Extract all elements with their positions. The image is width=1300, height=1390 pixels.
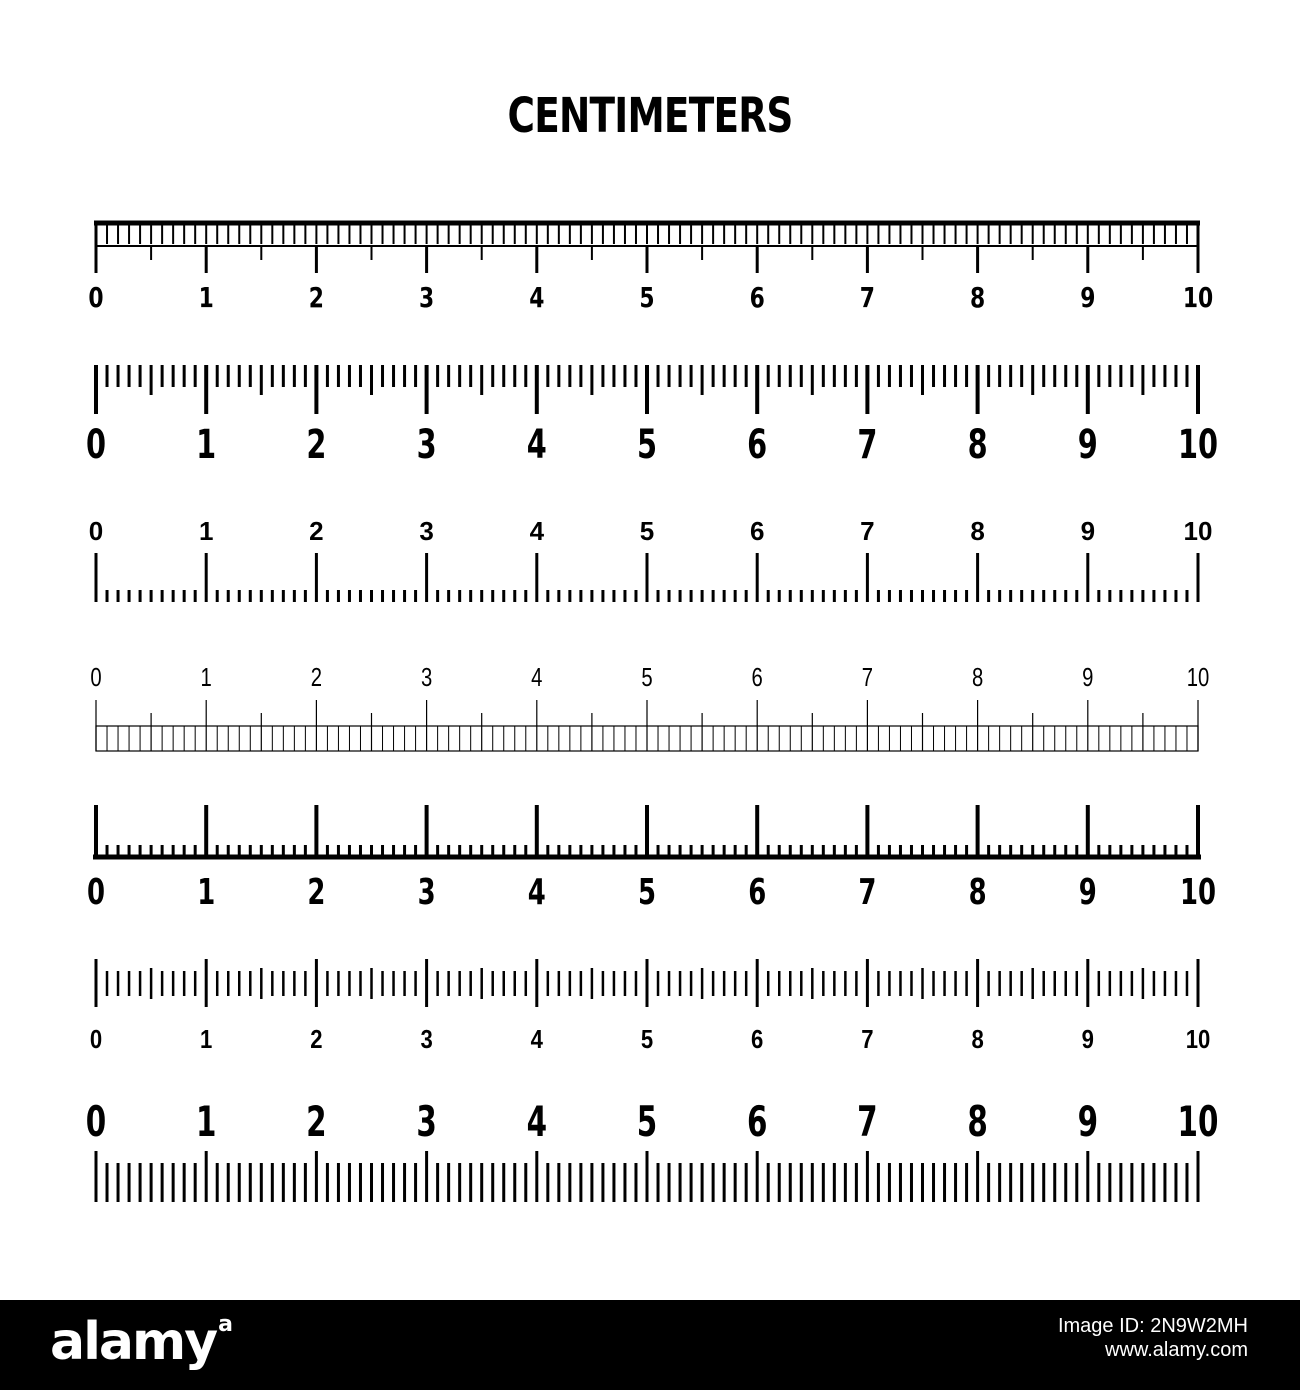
scale-label: 9 (1080, 281, 1096, 314)
scale-label: 4 (526, 422, 547, 469)
scale-label: 0 (85, 1096, 107, 1147)
scale-label: 2 (310, 1025, 323, 1055)
image-id-line: Image ID: 2N9W2MH (1057, 1315, 1248, 1337)
scale-label: 5 (639, 516, 655, 546)
scale-label: 1 (196, 422, 217, 469)
scale-label: 10 (1179, 871, 1217, 914)
scale-label: 10 (1177, 1096, 1219, 1147)
scale-label: 7 (860, 516, 875, 546)
scale-label: 6 (747, 422, 768, 469)
scale-label: 1 (200, 662, 212, 692)
ruler-7 (86, 1097, 1219, 1202)
ruler-5 (87, 805, 1216, 913)
scale-label: 3 (419, 516, 434, 546)
ruler-6 (90, 959, 1210, 1054)
scale-label: 9 (1077, 1096, 1099, 1147)
scale-label: 3 (420, 1025, 433, 1055)
scale-label: 9 (1082, 662, 1094, 692)
scale-label: 7 (857, 422, 878, 469)
scale-label: 4 (527, 871, 546, 914)
scale-label: 8 (971, 662, 984, 692)
scale-label: 10 (1186, 662, 1210, 692)
scale-label: 0 (88, 281, 104, 314)
scale-label: 7 (861, 1025, 874, 1055)
scale-label: 6 (749, 281, 765, 314)
ruler-2 (86, 365, 1218, 468)
scale-label: 5 (636, 422, 658, 469)
scale-label: 5 (639, 281, 655, 314)
scale-label: 2 (309, 516, 324, 546)
scale-label: 4 (530, 1025, 543, 1055)
scale-label: 6 (748, 871, 767, 914)
image-id-block (1058, 1314, 1248, 1362)
scale-label: 8 (970, 516, 985, 546)
scale-label: 1 (198, 516, 214, 546)
scale-label: 6 (746, 1096, 768, 1147)
scale-label: 3 (416, 422, 437, 469)
scale-label: 9 (1077, 422, 1098, 469)
scale-label: 7 (861, 662, 874, 692)
scale-label: 5 (640, 1025, 654, 1055)
page-title: CENTIMETERS (507, 88, 793, 144)
scale-label: 8 (971, 1025, 984, 1055)
scale-label: 0 (85, 422, 107, 469)
scale-label: 6 (751, 1025, 764, 1055)
scale-label: 6 (751, 662, 763, 692)
scale-label: 0 (86, 871, 106, 914)
scale-label: 4 (529, 516, 545, 546)
scale-label: 8 (967, 1096, 988, 1147)
scale-label: 3 (419, 281, 435, 314)
scale-label: 3 (420, 662, 433, 692)
scale-label: 4 (529, 281, 545, 314)
scale-label: 1 (200, 1025, 213, 1055)
scale-label: 5 (641, 662, 653, 692)
scale-label: 10 (1182, 281, 1214, 314)
scale-label: 5 (637, 871, 657, 914)
ruler-4 (90, 663, 1209, 751)
scale-label: 3 (416, 1096, 437, 1147)
scale-label: 8 (970, 281, 986, 314)
scale-label: 8 (968, 871, 987, 914)
scale-label: 3 (417, 871, 436, 914)
scale-label: 7 (858, 871, 877, 914)
scale-label: 7 (859, 281, 875, 314)
scale-label: 0 (90, 662, 102, 692)
scale-label: 7 (857, 1096, 878, 1147)
scale-label: 2 (310, 662, 323, 692)
scale-label: 1 (195, 1096, 217, 1147)
brand-mark-icon: a (218, 1312, 231, 1337)
scale-label: 1 (198, 281, 214, 314)
ruler-3 (89, 516, 1213, 602)
scale-label: 2 (308, 281, 324, 314)
ruler-1 (88, 221, 1213, 314)
scale-label: 10 (1185, 1025, 1211, 1055)
scale-label: 9 (1081, 1025, 1094, 1055)
brand-logo (50, 1312, 231, 1372)
scale-label: 9 (1078, 871, 1097, 914)
image-url-line: www.alamy.com (1105, 1339, 1248, 1361)
scale-label: 2 (306, 422, 327, 469)
watermark-footer (0, 1300, 1300, 1390)
brand-name: alamy (50, 1312, 217, 1372)
scale-label: 8 (967, 422, 988, 469)
scale-label: 0 (89, 1025, 103, 1055)
scale-label: 9 (1080, 516, 1096, 546)
scale-label: 6 (749, 516, 765, 546)
scale-label: 10 (1177, 422, 1219, 469)
scale-label: 4 (531, 662, 543, 692)
scale-label: 2 (306, 1096, 327, 1147)
scale-label: 0 (88, 516, 104, 546)
scale-label: 1 (197, 871, 216, 914)
scale-label: 2 (307, 871, 326, 914)
scale-label: 4 (526, 1096, 548, 1147)
scale-label: 5 (636, 1096, 658, 1147)
scale-label: 10 (1183, 516, 1213, 546)
